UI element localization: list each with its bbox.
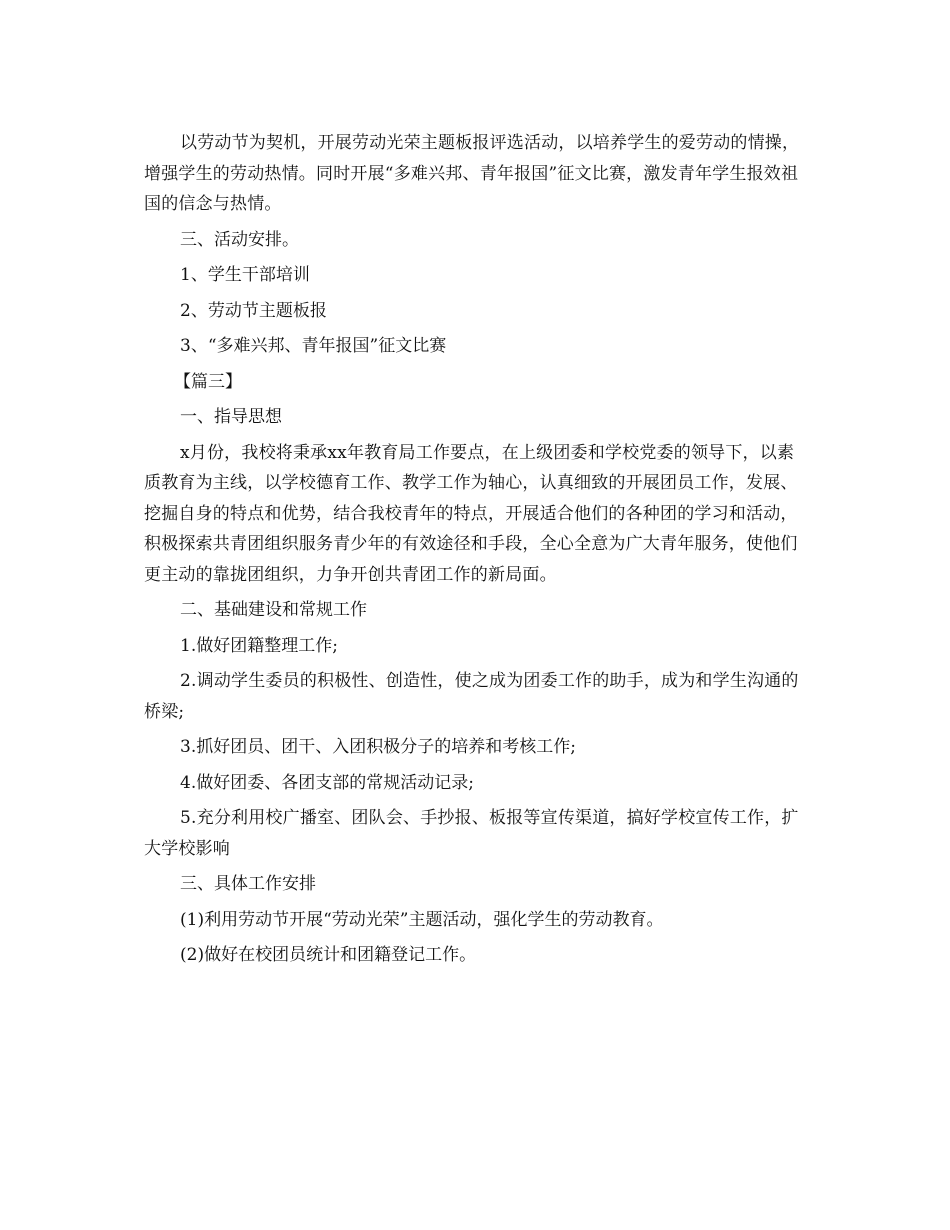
list-item-membership-records: 1.做好团籍整理工作; <box>180 635 338 656</box>
heading-guiding-ideology: 一、指导思想 <box>180 407 282 427</box>
list-item-publicity-channels: 5.充分利用校广播室、团队会、手抄报、板报等宣传渠道，搞好学校宣传工作，扩大学校影响 <box>144 808 799 859</box>
section-title-part-three: 【篇三】 <box>174 371 242 392</box>
list-item-labor-theme-activity: (1)利用劳动节开展“劳动光荣”主题活动，强化学生的劳动教育。 <box>180 909 664 930</box>
paragraph-labor-day-activity: 以劳动节为契机，开展劳动光荣主题板报评选活动，以培养学生的爱劳动的情操，增强学生的劳动热情。同时开展“多难兴邦、青年报国”征文比赛，激发青年学生报效祖国的信念与热情。 <box>144 133 800 214</box>
list-item-activity-records: 4.做好团委、各团支部的常规活动记录; <box>180 772 474 793</box>
paragraph-guiding-ideology: x月份，我校将秉承xx年教育局工作要点，在上级团委和学校党委的领导下，以素质教育为主线，以学校德育工作、教学工作为轴心，认真细致的开展团员工作，发展、挖掘自身的特点和优势，结合我校青年的特点，开展适合他们的各种团的学习和活动，积极探索共青团组织服务青少年的有效途径和手段，全心全意为广大青年服务，使他们更主动的靠拢团组织，力争开创共青团工作的新局面。 <box>144 442 798 585</box>
heading-activity-arrangement: 三、活动安排。 <box>180 229 299 250</box>
list-item-cadre-training: 1、学生干部培训 <box>180 265 310 285</box>
list-item-student-committee: 2.调动学生委员的积极性、创造性，使之成为团委工作的助手，成为和学生沟通的桥梁; <box>144 671 799 722</box>
list-item-blackboard-theme: 2、劳动节主题板报 <box>180 300 327 321</box>
list-item-member-statistics: (2)做好在校团员统计和团籍登记工作。 <box>180 945 477 965</box>
heading-basic-construction: 二、基础建设和常规工作 <box>180 600 367 620</box>
list-item-essay-contest: 3、“多难兴邦、青年报国”征文比赛 <box>180 336 447 356</box>
document-body <box>144 128 804 976</box>
list-item-member-training: 3.抓好团员、团干、入团积极分子的培养和考核工作; <box>180 737 576 757</box>
heading-specific-arrangements: 三、具体工作安排 <box>180 874 316 894</box>
